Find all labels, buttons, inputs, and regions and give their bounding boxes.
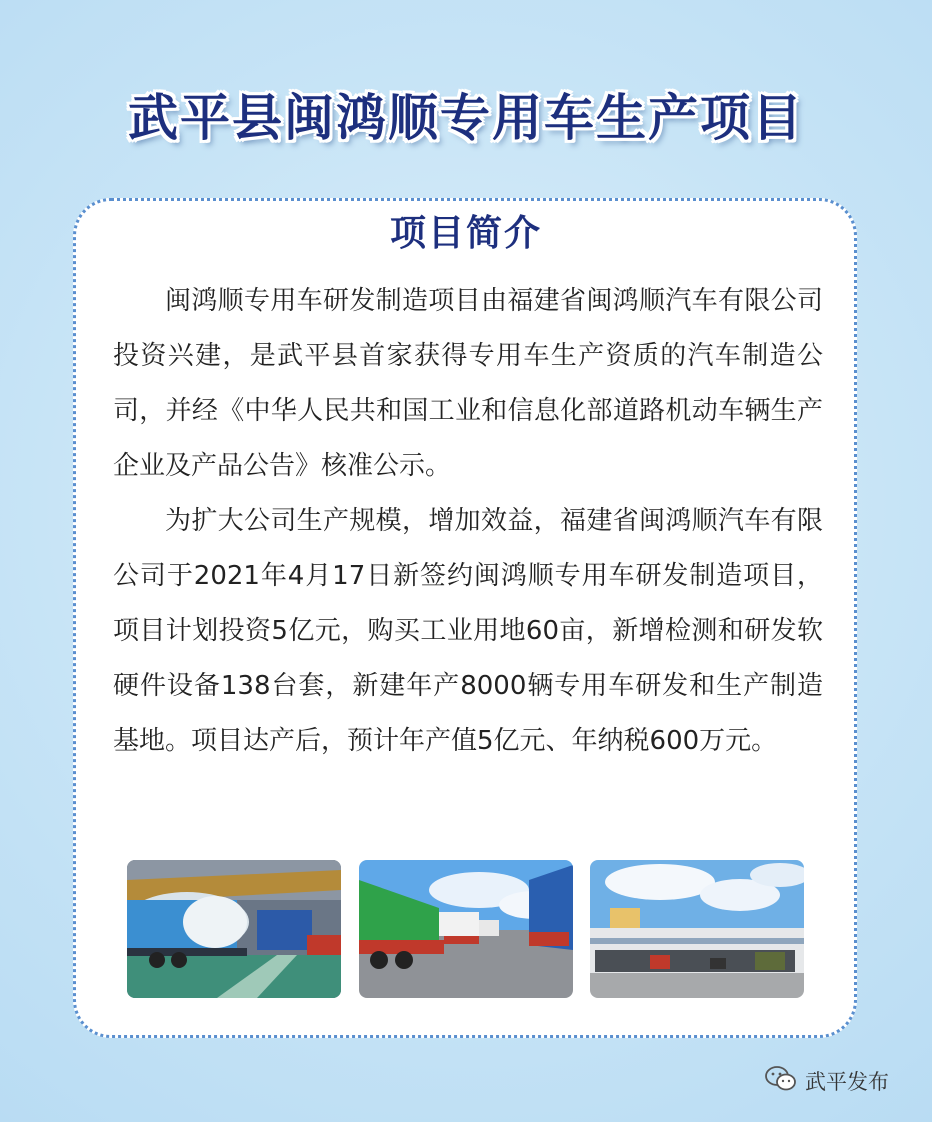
intro-paragraph-2: 为扩大公司生产规模，增加效益，福建省闽鸿顺汽车有限公司于2021年4月17日新签约闽鸿顺专用车研发制造项目，项目计划投资5亿元，购买工业用地60亩，新增检测和研发软硬件设备138台套，新建年产8000辆专用车研发和生产制造基地。项目达产后，预计年产值5亿元、年纳税600万元。 <box>113 506 823 756</box>
factory-building-photo <box>590 860 804 998</box>
watermark-text: 武平发布 <box>805 1070 889 1094</box>
section-title: 项目简介 <box>389 213 542 254</box>
factory-interior-photo <box>127 860 341 998</box>
intro-paragraph-1: 闽鸿顺专用车研发制造项目由福建省闽鸿顺汽车有限公司投资兴建，是武平县首家获得专用车生产资质的汽车制造公司，并经《中华人民共和国工业和信息化部道路机动车辆生产企业及产品公告》核准公示。 <box>113 286 823 481</box>
trailer-lot-photo <box>359 860 573 998</box>
page-title: 武平县闽鸿顺专用车生产项目 <box>128 89 804 147</box>
watermark <box>765 1066 889 1096</box>
wechat-icon <box>765 1065 797 1097</box>
